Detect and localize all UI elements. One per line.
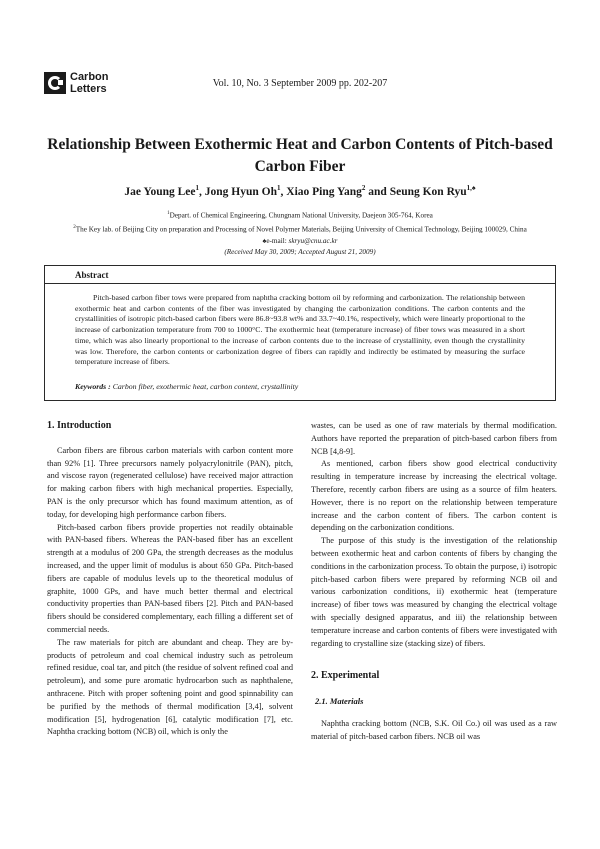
affiliation: $^1$Depart. of Chemical Engineering, Chungnam National University, Daejeon 305-764, Korea <box>167 211 433 220</box>
paragraph: Pitch-based carbon fibers provide properties not readily obtainable with PAN-based fibers. Whereas the PAN-based fiber has an excellent strength at a modulus of 200 GPa, the strength decreases as the modulus increased, and the upper limit of modulus is about 650 GPa. Pitch-based fibers are capable of modulus levels up to the theoretical modulus of graphite, 1000 GPs, and have much better thermal and electrical conductivity properties than PAN-based fibers [2]. Pitch and PAN-based fibers should be considered complementary, each filling a different set of commercial needs. <box>47 522 293 634</box>
author-sup: 1 <box>277 184 281 192</box>
received-dates: (Received May 30, 2009; Accepted August 21, 2009) <box>224 248 376 257</box>
paragraph: Carbon fibers are fibrous carbon materials with carbon content more than 92% [1]. Three precursors namely polyacrylonitrile (PAN), pitch, and viscose rayon (regenerated cellulose) have received major attraction for making carbon fibers with high mechanical properties. Especially, PAN is the only precursor which has found maximum attention, as of today, for developing high performance carbon fibers. <box>47 445 293 519</box>
logo-line-2: Letters <box>70 83 107 95</box>
left-column <box>47 420 293 739</box>
subsection-heading-materials: 2.1. Materials <box>315 696 364 707</box>
keywords: Keywords : Carbon fiber, exothermic heat, carbon content, crystallinity <box>75 382 299 391</box>
abstract-heading: Abstract <box>75 270 109 280</box>
section-heading-experimental: 2. Experimental <box>311 670 380 682</box>
affiliations <box>30 208 570 259</box>
section-heading-introduction: 1. Introduction <box>47 420 112 431</box>
paragraph: As mentioned, carbon fibers show good electrical conductivity resulting in temperature increase by increasing the electrical voltage. Therefore, recently carbon fibers are using as a source of film heaters. However, there is no report on the relationship between temperature increase and the carbon content of fibers. The carbon content is depending on the carbonization conditions. <box>311 459 557 533</box>
logo-line-1: Carbon <box>70 71 109 83</box>
email-link[interactable]: skryu@cnu.ac.kr <box>288 236 338 245</box>
author-name: Seung Kon Ryu <box>389 185 467 198</box>
abstract-text: Pitch-based carbon fiber tows were prepared from naphtha cracking bottom oil by reforming and carbonization. The relationship between exothermic heat and carbon contents of the fiber was investigated by changing the carbonization conditions. The carbon contents and the crystallinities of isotropic pitch-based carbon fibers were 86.8~93.8 wt% and 33.7~40.1%, respectively, which were linearly proportional to the increase of carbonization temperature from 700 to 1000°C. The exothermic heat (temperature increase) of fiber tows was measured in a short time, which was also linearly proportional to the increase of carbon contents due to the increase of crystallinity, even though the crystallinity was low. Therefore, the carbon contents or carbonization degree of fibers can rapidly and indirectly be estimated by measuring the surface temperature increase of fibers. <box>75 293 525 367</box>
author-name: Xiao Ping Yang <box>286 185 362 198</box>
affiliation: $^2$The Key lab. of Beijing City on preparation and Processing of Novel Polymer Materials, Beijing University of Chemical Technology, Beijing 100029, China <box>73 224 527 234</box>
paragraph: The purpose of this study is the investigation of the relationship between exothermic heat and carbon contents of fibers by changing the conditions in the carbonization process. To obtain the purpose, i) isotropic pitch-based carbon fibers were prepared by reforming NCB oil and various carbonization conditions, ii) exothermic heat (temperature increase) of fiber tows was measured by changing the electrical voltage with specially designed apparatus, and iii) the relationship between temperature increase and carbon contents of fibers were investigated with regarding to crystalline size (stacking size) of fibers. <box>311 536 557 648</box>
paragraph: Naphtha cracking bottom (NCB, S.K. Oil Co.) oil was used as a raw material of pitch-based carbon fibers. NCB oil was <box>311 718 557 741</box>
abstract-divider <box>45 283 555 284</box>
paper-title: Relationship Between Exothermic Heat and Carbon Contents of Pitch-based Carbon Fiber <box>47 136 553 175</box>
author-name: Jong Hyun Oh <box>204 185 278 198</box>
author-name: Jae Young Lee <box>124 185 196 198</box>
journal-info: Vol. 10, No. 3 September 2009 pp. 202-207 <box>212 78 388 89</box>
author-sup: 2 <box>361 184 366 192</box>
email-line: ♠e-mail: skryu@cnu.ac.kr <box>262 236 338 245</box>
author-sup: 1,♠ <box>466 184 476 192</box>
author-sup: 1 <box>195 184 200 192</box>
paragraph: wastes, can be used as one of raw materials by thermal modification. Authors have reported the preparation of pitch-based carbon fibers from NCB [4,8-9]. <box>311 421 557 456</box>
abstract-box <box>44 265 556 401</box>
right-column <box>311 420 557 744</box>
paragraph: The raw materials for pitch are abundant and cheap. They are by-products of petroleum and coal chemical industry such as petroleum refined residue, coal tar, and pitch (the residue of solvent refined coal and petroleum), and some pure aromatic hydrocarbon such as naphthalene, anthracene. Pitch with proper softening point and good spinnability can be purified by the methods of thermal modification [3,4], solvent modification [5], hydrogenation [6], catalytic modification [7], etc. Naphtha cracking bottom (NCB) oil, which is only the <box>47 637 293 737</box>
author-list: Jae Young Lee$^1$, Jong Hyun Oh$^1$, Xiao Ping Yang$^2$ and Seung Kon Ryu$^{1,♠}$ <box>124 184 476 198</box>
